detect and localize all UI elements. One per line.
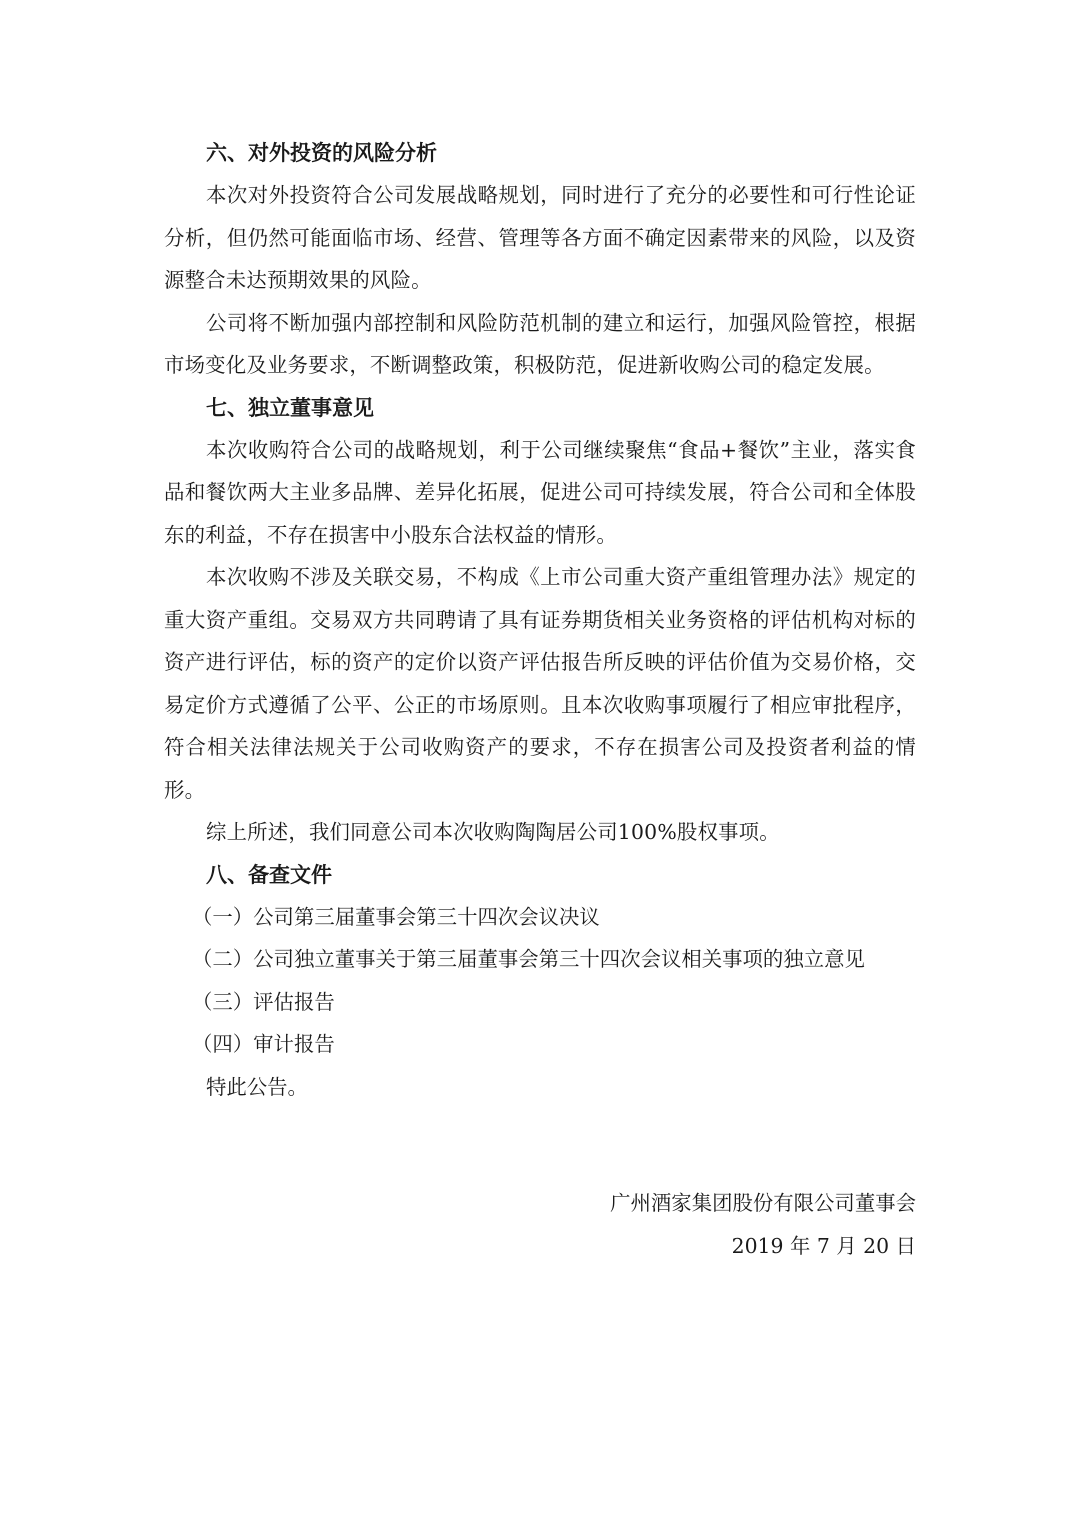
reference-document-4: （四）审计报告 [192, 1032, 335, 1056]
signature-organization: 广州酒家集团股份有限公司董事会 [610, 1191, 916, 1215]
section-6-paragraph-1: 本次对外投资符合公司发展战略规划，同时进行了充分的必要性和可行性论证分析，但仍然可能面临市场、经营、管理等各方面不确定因素带来的风险，以及资源整合未达预期效果的风险。 [164, 183, 916, 292]
section-8-heading: 八、备查文件 [206, 861, 332, 887]
closing-statement: 特此公告。 [206, 1074, 308, 1099]
section-7-heading: 七、独立董事意见 [206, 394, 374, 420]
section-7-paragraph-3: 综上所述，我们同意公司本次收购陶陶居公司100%股权事项。 [206, 820, 780, 844]
section-6-paragraph-2: 公司将不断加强内部控制和风险防范机制的建立和运行，加强风险管控，根据市场变化及业务要求，不断调整政策，积极防范，促进新收购公司的稳定发展。 [164, 310, 916, 377]
signature-block [610, 1182, 916, 1267]
section-7-paragraph-1: 本次收购符合公司的战略规划，利于公司继续聚焦“食品+餐饮”主业，落实食品和餐饮两大主业多品牌、差异化拓展，促进公司可持续发展，符合公司和全体股东的利益，不存在损害中小股东合法权益的情形。 [164, 437, 916, 547]
document-body [164, 132, 916, 1108]
section-7-paragraph-2: 本次收购不涉及关联交易，不构成《上市公司重大资产重组管理办法》规定的重大资产重组。交易双方共同聘请了具有证券期货相关业务资格的评估机构对标的资产进行评估，标的资产的定价以资产评估报告所反映的评估价值为交易价格，交易定价方式遵循了公平、公正的市场原则。且本次收购事项履行了相应审批程序，符合相关法律法规关于公司收购资产的要求，不存在损害公司及投资者利益的情形。 [164, 565, 916, 802]
signature-date: 2019 年 7 月 20 日 [731, 1233, 916, 1258]
section-6-heading: 六、对外投资的风险分析 [206, 140, 437, 165]
reference-document-3: （三）评估报告 [192, 989, 335, 1014]
reference-document-1: （一）公司第三届董事会第三十四次会议决议 [192, 904, 600, 929]
reference-document-2: （二）公司独立董事关于第三届董事会第三十四次会议相关事项的独立意见 [192, 947, 865, 971]
